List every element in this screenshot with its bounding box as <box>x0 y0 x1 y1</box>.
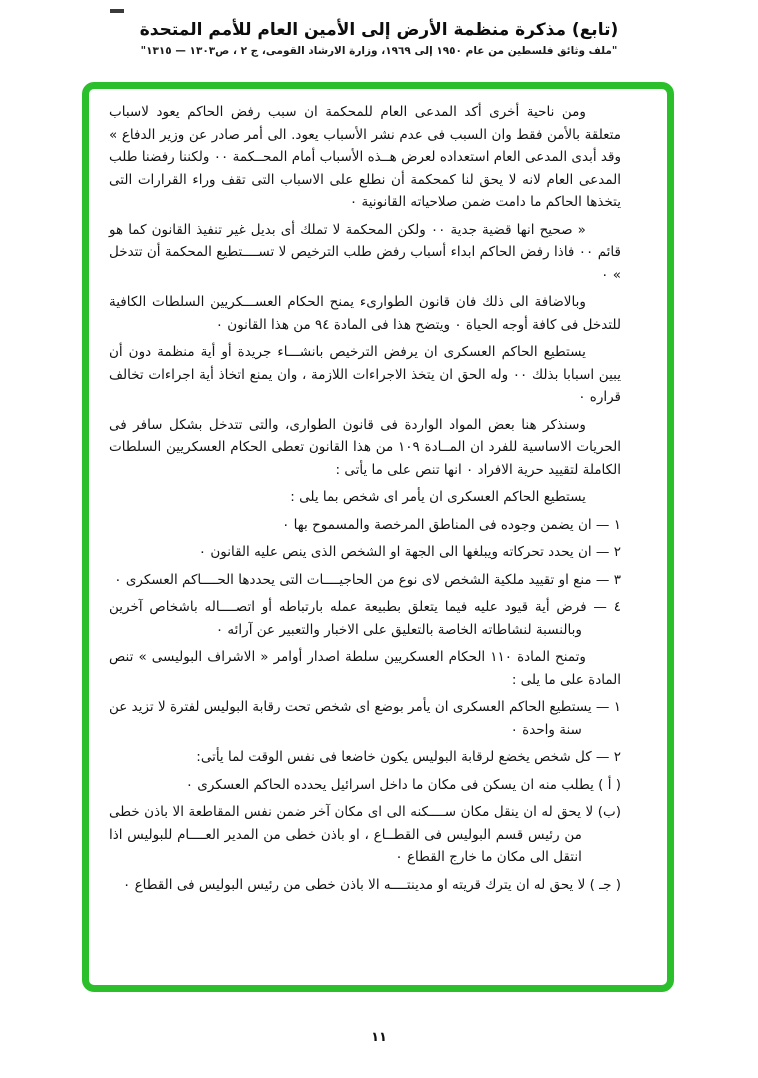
document-header <box>0 20 758 57</box>
paragraph-quote: « صحيح انها قضية جدية ٠٠ ولكن المحكمة لا تملك أى بديل غير تنفيذ القانون كما هو قائم ٠٠ فاذا رفض الحاكم ابداء أسباب رفض طلب الترخيص لا تســــتطيع المحكمة أن تتدخل » ٠ <box>109 221 621 283</box>
list-item: ( أ ) يطلب منه ان يسكن فى مكان ما داخل اسرائيل يحدده الحاكم العسكرى ٠ <box>185 776 621 793</box>
document-title: (تابع) مذكرة منظمة الأرض إلى الأمين العام للأمم المتحدة <box>139 20 619 40</box>
paragraph: يستطيع الحاكم العسكرى ان يأمر اى شخص بما يلى : <box>290 489 586 505</box>
document-source-citation: "ملف وثائق فلسطين من عام ١٩٥٠ إلى ١٩٦٩، وزارة الارشاد القومى، ج ٢ ، ص١٣٠٣ — ١٣١٥" <box>140 45 618 57</box>
document-body <box>89 89 667 896</box>
paragraph: وتمنح المادة ١١٠ الحكام العسكريين سلطة اصدار أوامر « الاشراف البوليسى » تنص المادة على ما يلى : <box>109 649 621 688</box>
paragraph: وسنذكر هنا بعض المواد الواردة فى قانون الطوارى، والتى تتدخل بشكل سافر فى الحريات الاساسية للفرد ان المــادة ١٠٩ من هذا القانون تعطى الحكام العسكريين السلطات الكاملة لتقييد حرية الافراد ٠ انها تنص على ما يأتى : <box>109 416 622 478</box>
list-item: ٤ — فرض أية قيود عليه فيما يتعلق بطبيعة عمله بارتباطه أو اتصــــاله باشخاص آخرين وبالنسبة لنشاطاته الخاصة بالتعليق على الاخبار والتعبير عن آرائه ٠ <box>109 599 621 638</box>
list-item: ٢ — كل شخص يخضع لرقابة البوليس يكون خاضعا فى نفس الوقت لما يأتى: <box>196 749 621 765</box>
paragraph: يستطيع الحاكم العسكرى ان يرفض الترخيص بانشـــاء جريدة أو أية منظمة دون أن يبين اسبابا بذلك ٠٠ وله الحق ان يتخذ الاجراءات اللازمة ، وان يمنع اتخاذ أية اجراءات تخالف قراره ٠ <box>109 344 621 405</box>
list-item: ٣ — منع او تقييد ملكية الشخص لاى نوع من الحاجيــــات التى يحددها الحــــاكم العسكرى ٠ <box>114 571 621 588</box>
paragraph: وبالاضافة الى ذلك فان قانون الطوارىء يمنح الحكام العســـكريين السلطات الكافية للتدخل فى كافة أوجه الحياة ٠ ويتضح هذا فى المادة ٩٤ من هذا القانون ٠ <box>109 294 621 333</box>
list-item: ٢ — ان يحدد تحركاته ويبلغها الى الجهة او الشخص الذى ينص عليه القانون ٠ <box>198 544 621 560</box>
list-item: (ب) لا يحق له ان ينقل مكان ســــكنه الى اى مكان آخر ضمن نفس المقاطعة الا باذن خطى من رئيس قسم البوليس فى القطــاع ، او باذن خطى من المدير العــــام للبوليس اذا انتقل الى مكان ما خارج القطاع ٠ <box>109 804 621 865</box>
list-item: ١ — ان يضمن وجوده فى المناطق المرخصة والمسموح بها ٠ <box>282 516 621 533</box>
page-number: ١١ <box>371 1030 387 1045</box>
list-item: ( جـ ) لا يحق له ان يترك قريته او مدينتــــه الا باذن خطى من رئيس البوليس فى القطاع ٠ <box>123 876 621 893</box>
paragraph: ومن ناحية أخرى أكد المدعى العام للمحكمة ان سبب رفض الحاكم يعود لاسباب متعلقة بالأمن فقط وان السبب فى عدم نشر الأسباب يعود. الى أمر صادر عن وزير الدفاع » وقد أبدى المدعى العام استعداده لعرض هــذه الأسباب أمام المحــكمة ٠٠ ولكننا رفضنا طلب المدعى العام لانه لا يحق لنا كمحكمة أن نطلع على الاسباب التى تقف وراء القرارات التى يتخذها الحاكم ما دامت ضمن صلاحياته القانونية ٠ <box>109 104 621 210</box>
scan-artifact-mark <box>110 9 124 13</box>
green-frame <box>82 82 674 992</box>
list-item: ١ — يستطيع الحاكم العسكرى ان يأمر بوضع اى شخص تحت رقابة البوليس لفترة لا تزيد عن سنة واحدة ٠ <box>109 699 621 738</box>
